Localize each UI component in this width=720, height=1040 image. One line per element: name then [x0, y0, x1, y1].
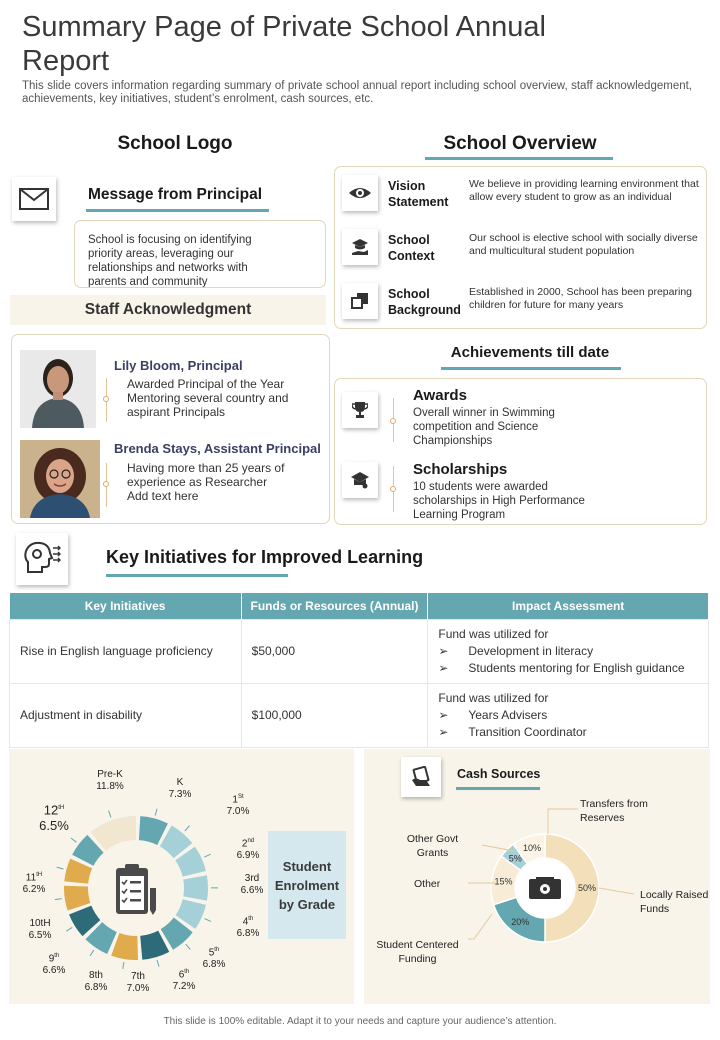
funds-cell: $100,000 — [241, 683, 428, 747]
overview-label-1: Vision Statement — [388, 179, 449, 209]
cash-label-local: Locally Raised Funds — [640, 889, 709, 915]
enrolment-leader-line — [71, 838, 77, 842]
grade-label-k: K 7.3% — [168, 777, 192, 800]
impact-head: Fund was utilized for — [438, 626, 549, 641]
impact-bullet: ➢ Development in literacy — [438, 643, 594, 658]
cash-slice-value: 20% — [511, 916, 530, 927]
overview-text-1: We believe in providing learning environment that allow every student to grow as an individual — [469, 178, 699, 203]
enrolment-leader-line — [123, 962, 124, 969]
column-header: Key Initiatives — [10, 593, 242, 619]
grade-label-prek: Pre-K 11.8% — [96, 769, 124, 792]
impact-cell — [428, 619, 709, 683]
impact-head: Fund was utilized for — [438, 690, 549, 705]
overview-label-3: School Background — [388, 287, 461, 317]
page-subtitle: This slide covers information regarding summary of private school annual report including school overview, staff acknowledgement, achievements, key initiatives, student’s enrolment, cash sources, etc. — [22, 80, 692, 105]
clipboard-checklist-icon — [112, 862, 160, 918]
impact-cell — [428, 683, 709, 747]
enrolment-leader-line — [204, 919, 210, 922]
initiatives-table-wrap — [9, 593, 709, 748]
person-name-2: Brenda Stays, Assistant Principal — [114, 441, 321, 456]
person-2-line-1: Having more than 25 years of experience as Researcher — [127, 461, 285, 489]
bullet-arrow-icon: ➢ — [438, 724, 449, 739]
enrolment-segment-pre-k — [91, 816, 136, 851]
overview-heading: School Overview — [443, 133, 597, 154]
achievement-text-2: 10 students were awarded scholarships in High Performance Learning Program — [413, 481, 585, 521]
table-row — [10, 619, 709, 683]
grade-label-3rd: 3rd 6.6% — [240, 873, 264, 896]
page-title: Summary Page of Private School Annual Report — [22, 11, 546, 77]
staff-heading: Staff Acknowledgment — [10, 295, 326, 325]
cash-label-student: Student Centered Funding — [376, 939, 459, 965]
achievement-title-2: Scholarships — [413, 461, 508, 478]
cash-slice-value: 15% — [494, 876, 513, 887]
enrolment-leader-line — [186, 944, 191, 949]
brain-gears-icon — [16, 533, 68, 585]
cash-label-govt: Other Govt Grants — [406, 833, 459, 859]
cash-leader-line — [468, 914, 492, 939]
ach-timeline-dot-1 — [390, 418, 396, 424]
photo-brenda-stays — [20, 440, 100, 518]
overview-label-2: School Context — [388, 233, 435, 263]
impact-bullet: ➢ Years Advisers — [438, 707, 548, 722]
cash-slice-value: 50% — [577, 883, 597, 893]
achievement-text-1: Overall winner in Swimming competition and Science Championships — [413, 407, 555, 447]
grade-label-9th: 9th 6.6% — [42, 953, 66, 977]
initiative-cell: Rise in English language proficiency — [10, 619, 242, 683]
enrolment-leader-line — [90, 950, 94, 956]
initiative-cell: Adjustment in disability — [10, 683, 242, 747]
cash-heading: Cash Sources — [457, 767, 541, 781]
message-title: Message from Principal — [88, 186, 263, 203]
grade-label-4th: 4th 6.8% — [236, 916, 260, 940]
overview-text-3: Established in 2000, School has been preparing children for future for many years — [469, 286, 692, 311]
enrolment-leader-line — [204, 854, 210, 857]
column-header: Impact Assessment — [428, 593, 709, 619]
enrolment-box — [268, 831, 346, 939]
person-name-1: Lily Bloom, Principal — [114, 358, 243, 373]
eye-icon — [342, 175, 378, 211]
overview-underline — [425, 157, 613, 160]
school-logo-heading: School Logo — [117, 133, 233, 154]
grade-label-10th: 10tH 6.5% — [28, 918, 52, 941]
grade-label-1st: 1St 7.0% — [226, 794, 250, 818]
cash-slice-value: 10% — [523, 843, 542, 854]
grade-label-12th: 12tH 6.5% — [39, 802, 69, 834]
initiatives-heading: Key Initiatives for Improved Learning — [106, 547, 424, 567]
message-box — [74, 220, 326, 288]
initiatives-table — [9, 593, 709, 748]
cash-leader-line — [599, 888, 634, 894]
table-header-row — [10, 593, 709, 619]
cash-label-transfers: Transfers from Reserves — [580, 798, 648, 824]
impact-bullet: ➢ Students mentoring for English guidance — [438, 660, 685, 675]
enrolment-leader-line — [155, 809, 157, 816]
bullet-arrow-icon: ➢ — [438, 643, 449, 658]
hand-graduation-cap-icon — [342, 229, 378, 265]
enrolment-leader-line — [57, 867, 64, 869]
bullet-arrow-icon: ➢ — [438, 660, 449, 675]
graduation-cap-icon — [342, 462, 378, 498]
initiatives-underline — [106, 574, 288, 577]
grade-label-8th: 8th 6.8% — [84, 970, 108, 993]
funds-cell: $50,000 — [241, 619, 428, 683]
enrolment-leader-line — [55, 899, 62, 900]
person-1-line-1: Awarded Principal of the Year — [127, 377, 285, 391]
cash-slice-value: 5% — [508, 853, 522, 864]
overview-text-2: Our school is elective school with socially diverse and multicultural student population — [469, 232, 698, 257]
message-text: School is focusing on identifying priority areas, leveraging our relationships and networks with parents and community — [88, 234, 252, 288]
enrolment-leader-line — [109, 811, 111, 818]
layers-icon — [342, 283, 378, 319]
timeline-dot-2 — [103, 481, 109, 487]
trophy-icon — [342, 392, 378, 428]
grade-label-11th: 11tH 6.2% — [22, 872, 46, 896]
enrolment-box-label: Student Enrolment by Grade — [274, 858, 340, 912]
enrolment-leader-line — [66, 927, 72, 931]
achievement-title-1: Awards — [413, 387, 467, 404]
timeline-dot-1 — [103, 396, 109, 402]
achievements-heading: Achievements till date — [450, 344, 610, 361]
enrolment-segment-3rd — [183, 875, 208, 900]
photo-lily-bloom — [20, 350, 96, 428]
grade-label-2nd: 2nd 6.9% — [236, 838, 260, 862]
table-row — [10, 683, 709, 747]
grade-label-7th: 7th 7.0% — [126, 971, 150, 994]
grade-label-6th: 6th 7.2% — [172, 969, 196, 993]
enrolment-leader-line — [157, 960, 159, 967]
cash-label-other: Other — [414, 878, 441, 890]
grade-label-5th: 5th 6.8% — [202, 947, 226, 971]
enrolment-segment-7th — [111, 933, 138, 960]
enrolment-segment-10th — [64, 886, 90, 911]
ach-timeline-dot-2 — [390, 486, 396, 492]
cash-leader-line — [548, 809, 578, 834]
impact-bullet: ➢ Transition Coordinator — [438, 724, 587, 739]
safe-icon — [528, 876, 562, 902]
person-1-line-2: Mentoring several country and aspirant Principals — [127, 391, 289, 419]
message-underline — [86, 209, 269, 212]
envelope-icon — [12, 177, 56, 221]
column-header: Funds or Resources (Annual) — [241, 593, 428, 619]
achievements-underline — [441, 367, 621, 370]
person-2-line-2: Add text here — [127, 489, 199, 503]
bullet-arrow-icon: ➢ — [438, 707, 449, 722]
enrolment-leader-line — [185, 826, 190, 831]
footer-note: This slide is 100% editable. Adapt it to your needs and capture your audience’s attention. — [163, 1016, 557, 1027]
